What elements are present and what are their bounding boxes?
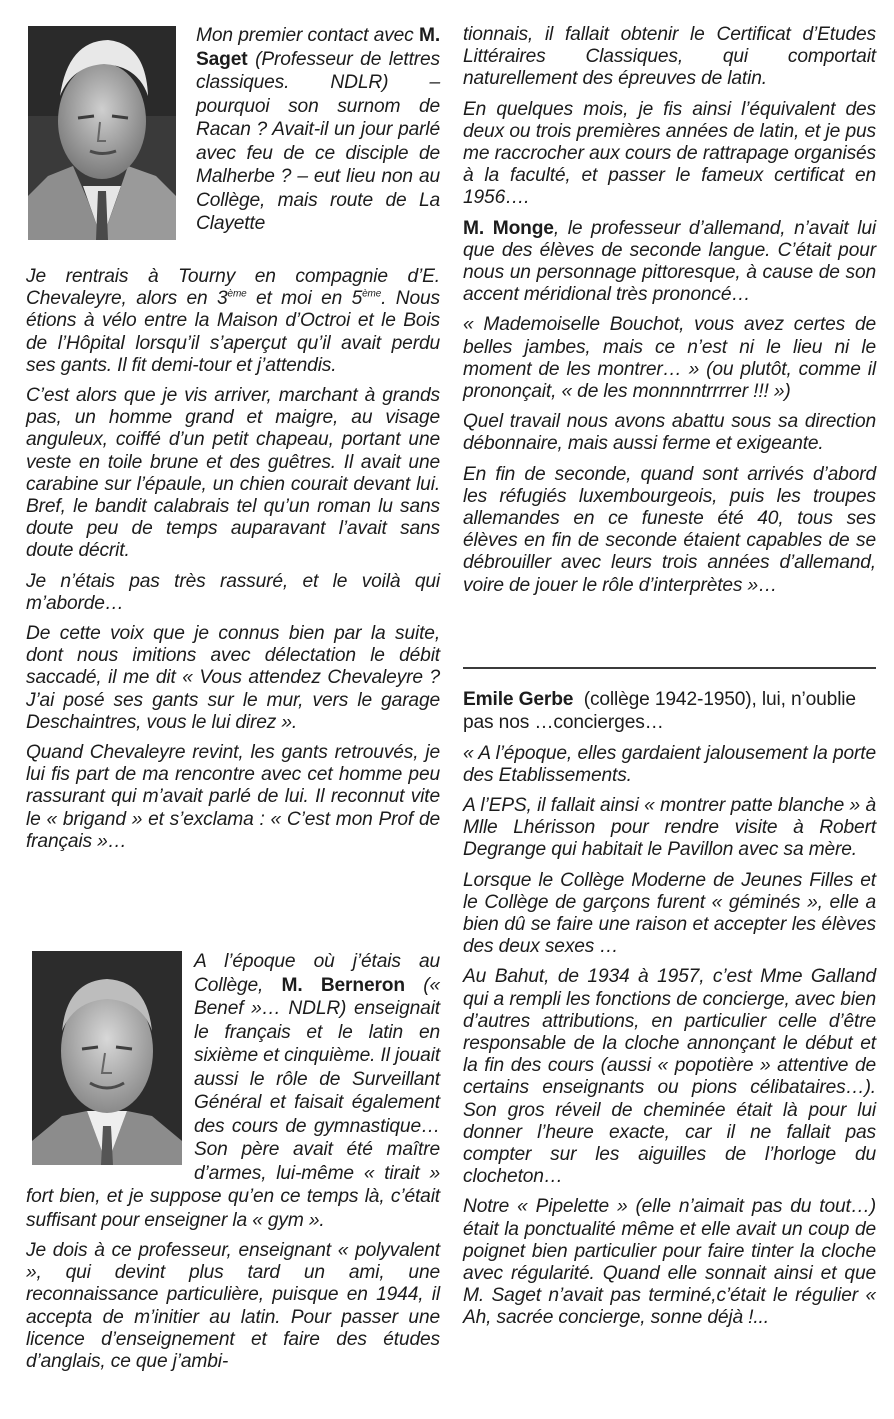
paragraph-gants: Quand Chevaleyre revint, les gants retrouvés, je lui fis part de ma rencontre avec cet homme peu rassurant qui m’avait parlé de lui. Il reconnut vite le « brigand » et s’exclama : « C’est mon Prof de français »…: [26, 742, 440, 852]
paragraph-voix: De cette voix que je connus bien par la suite, dont nous imitions avec délectation le débit saccadé, il me dit « Vous attendez Chevaleyre ? J’ai posé ses gants sur le mur, vers le garage Deschaintres, vous le lui direz ».: [26, 623, 440, 733]
right-text-block-1: [463, 24, 876, 597]
gerbe-name: Emile Gerbe: [463, 689, 574, 710]
berneron-intro-paragraph: A l’époque où j’étais au Collège, M. Berneron (« Benef »… NDLR) enseignait le français et le latin en sixième et cinquième. Il jouait aussi le rôle de Surveillant Général et faisait également des cours de gymnastique… Son père avait été maître d’armes, lui-même « tirait » fort bien, et je suppose qu’en ce temps là, c’était suffisant pour enseigner la « gym ».: [26, 951, 441, 1231]
right-text-block-2: [463, 689, 876, 1330]
paragraph-arrivee: C’est alors que je vis arriver, marchant à grands pas, un homme grand et maigre, au visage anguleux, coiffé d’un petit chapeau, portant une veste en toile brune et des guêtres. Il avait une carabine sur l’épaule, un chien courait devant lui. Bref, le bandit calabrais tel qu’un roman lu sans doute peu de temps auparavant l’avait sans doute décrit.: [26, 385, 440, 562]
paragraph-bahut: Au Bahut, de 1934 à 1957, c’est Mme Galland qui a rempli les fonctions de concierge, avec bien d’autres attributions, en particulier celle d’être responsable de la cloche annonçant le début et la fin des cours (aussi « popotière » attentive de certains enseignants ou pions célibataires…). Son gros réveil de cheminée était là pour lui donner l’heure exacte, car il ne fallait pas compter sur les aiguilles de l’horloge du clocheton…: [463, 966, 876, 1188]
paragraph-tionnais: tionnais, il fallait obtenir le Certificat d’Etudes Littéraires Classiques, qui comportait naturellement des épreuves de latin.: [463, 24, 876, 90]
left-text-block-1: [26, 266, 440, 853]
saget-intro-block: [196, 24, 440, 236]
section-divider: [463, 667, 876, 669]
paragraph-quelques-mois: En quelques mois, je fis ainsi l’équivalent des deux ou trois premières années de latin, et je pus me raccrocher aux cours de rattrapage organisés à la faculté, et passer le fameux certificat en 1956….: [463, 98, 876, 209]
berneron-name: M. Berneron: [281, 974, 405, 996]
paragraph-gemines: Lorsque le Collège Moderne de Jeunes Filles et le Collège de garçons furent « géminés », elle a bien dû se faire une raison et accepter les élèves des deux sexes …: [463, 869, 876, 958]
paragraph-eps: A l’EPS, il fallait ainsi « montrer patte blanche » à Mlle Lhérisson pour rendre visite à Robert Degrange qui habitait le Pavillon avec sa mère.: [463, 795, 876, 861]
photo-spacer: [26, 950, 194, 1162]
paragraph-polyvalent: Je dois à ce professeur, enseignant « polyvalent », qui devint plus tard un ami, une reconnaissance particulière, puisque en 1944, il accepta de m’initier au latin. Pour passer une licence d’enseignement et faire des études d’anglais, ce que j’ambi-: [26, 1240, 440, 1373]
paragraph-fin-seconde: En fin de seconde, quand sont arrivés d’abord les réfugiés luxembourgeois, puis les troupes allemandes en ce funeste été 40, tous ses élèves en fin de seconde étaient capables de se débrouiller avec leurs trois années d’allemand, voire de jouer le rôle d’interprètes »…: [463, 463, 876, 596]
paragraph-rassure: Je n’étais pas très rassuré, et le voilà qui m’aborde…: [26, 570, 440, 614]
monge-paragraph: M. Monge, le professeur d’allemand, n’avait lui que des élèves de seconde langue. C’était pour nous un personnage pittoresque, à cause de son accent méridional très prononcé…: [463, 217, 877, 306]
gerbe-heading: Emile Gerbe (collège 1942-1950), lui, n’oublie pas nos …concierges…: [463, 689, 856, 733]
portrait-saget-photo: [28, 26, 176, 240]
saget-intro-paragraph: Mon premier contact avec M. Saget (Professeur de lettres classiques. NDLR) – pourquoi son surnom de Racan ? Avait-il un jour parlé avec feu de ce disciple de Malherbe ? – eut lieu non au Collège, mais route de La Clayette: [196, 25, 440, 234]
monge-name: M. Monge: [463, 217, 554, 239]
paragraph-travail: Quel travail nous avons abattu sous sa direction débonnaire, mais aussi ferme et exigeante.: [463, 411, 876, 455]
left-text-block-2: [26, 950, 440, 1373]
paragraph-epoque: « A l’époque, elles gardaient jalousement la porte des Etablissements.: [463, 742, 876, 786]
saget-name: M. Saget: [196, 25, 440, 70]
paragraph-pipelette: Notre « Pipelette » (elle n’aimait pas du tout…) était la ponctualité même et elle avait un coup de poignet bien particulier pour faire tinter la cloche avec régularité. Quand elle sonnait ainsi et que M. Saget n’avait pas terminé,c’était le régulier « Ah, sacrée concierge, sonne déjà !...: [463, 1196, 876, 1329]
paragraph-bouchot: « Mademoiselle Bouchot, vous avez certes de belles jambes, mais ce n’est ni le lieu ni le moment de les montrer… » (ou plutôt, comme il prononçait, « de les monnnntrrrrer !!! »): [463, 314, 876, 403]
paragraph-tourny: Je rentrais à Tourny en compagnie d’E. Chevaleyre, alors en 3ème et moi en 5ème. Nous étions à vélo entre la Maison d’Octroi et le Bois de l’Hôpital lorsqu’il s’aperçut qu’il avait perdu ses gants. Il fit demi-tour et j’attendis.: [26, 266, 440, 376]
